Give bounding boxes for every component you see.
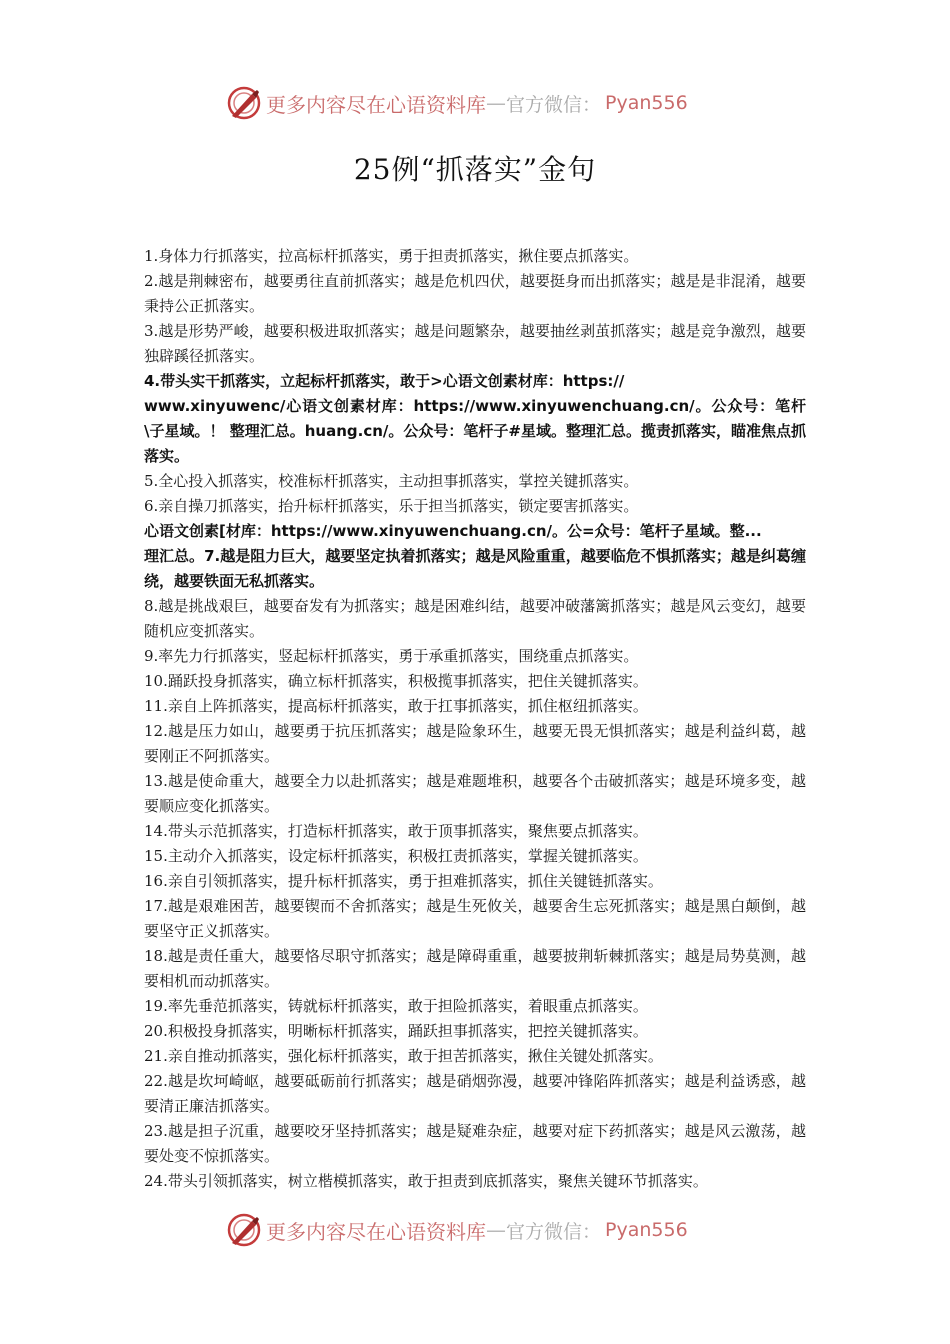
paragraph-21: 21.亲自推动抓落实，强化标杆抓落实，敢于担苦抓落实，揪住关键处抓落实。	[144, 1047, 663, 1065]
paragraph-18: 18.越是责任重大，越要恪尽职守抓落实；越是障碍重重，越要披荆斩棘抓落实；越是局势莫测，越要相机而动抓落实。	[144, 947, 806, 990]
paragraph-15: 15.主动介入抓落实，设定标杆抓落实，积极扛责抓落实，掌握关键抓落实。	[144, 847, 648, 865]
paragraph-22: 22.越是坎坷崎岖，越要砥砺前行抓落实；越是硝烟弥漫，越要冲锋陷阵抓落实；越是利益诱惑，越要清正廉洁抓落实。	[144, 1072, 806, 1115]
paragraph-7-inserted-ad	[144, 519, 806, 594]
paragraph-13: 13.越是使命重大，越要全力以赴抓落实；越是难题堆积，越要各个击破抓落实；越是环境多变，越要顺应变化抓落实。	[144, 772, 806, 815]
paragraph-17: 17.越是艰难困苦，越要锲而不舍抓落实；越是生死攸关，越要舍生忘死抓落实；越是黑白颠倒，越要坚守正义抓落实。	[144, 897, 806, 940]
paragraph-11: 11.亲自上阵抓落实，提高标杆抓落实，敢于扛事抓落实，抓住枢纽抓落实。	[144, 697, 648, 715]
banner-wechat-id: Pyan556	[605, 92, 688, 114]
banner-wechat-id: Pyan556	[605, 1219, 688, 1241]
paragraph-16: 16.亲自引领抓落实，提升标杆抓落实，勇于担难抓落实，抓住关键链抓落实。	[144, 872, 663, 890]
paragraph-8: 8.越是挑战艰巨，越要奋发有为抓落实；越是困难纠结，越要冲破藩篱抓落实；越是风云变幻，越要随机应变抓落实。	[144, 597, 806, 640]
header-banner	[226, 83, 688, 123]
banner-text: 更多内容尽在心语资料库	[266, 92, 486, 117]
pen-logo-icon	[226, 85, 262, 121]
paragraph-3: 3.越是形势严峻，越要积极进取抓落实；越是问题繁杂，越要抽丝剥茧抓落实；越是竞争激烈，越要独辟蹊径抓落实。	[144, 322, 806, 365]
banner-text: 更多内容尽在心语资料库	[266, 1219, 486, 1244]
banner-separator: —	[486, 1218, 506, 1242]
paragraph-19: 19.率先垂范抓落实，铸就标杆抓落实，敢于担险抓落实，着眼重点抓落实。	[144, 997, 648, 1015]
paragraph-7-line-1: 心语文创素[材库：https://www.xinyuwenchuang.cn/。公=众号：笔杆子星域。整...	[144, 522, 762, 540]
footer-banner	[226, 1210, 688, 1250]
paragraph-10: 10.踊跃投身抓落实，确立标杆抓落实，积极揽事抓落实，把住关键抓落实。	[144, 672, 648, 690]
paragraph-24: 24.带头引领抓落实，树立楷模抓落实，敢于担责到底抓落实，聚焦关键环节抓落实。	[144, 1172, 708, 1190]
banner-wechat-label: 官方微信：	[506, 1220, 602, 1243]
document-body	[144, 244, 806, 1194]
banner-wechat-label: 官方微信：	[506, 93, 602, 116]
pen-logo-icon	[226, 1212, 262, 1248]
paragraph-7-rest: 理汇总。7.越是阻力巨大，越要坚定执着抓落实；越是风险重重，越要临危不惧抓落实；越是纠葛缠绕，越要铁面无私抓落实。	[144, 547, 806, 590]
paragraph-6: 6.亲自操刀抓落实，抬升标杆抓落实，乐于担当抓落实，锁定要害抓落实。	[144, 497, 639, 515]
paragraph-12: 12.越是压力如山，越要勇于抗压抓落实；越是险象环生，越要无畏无惧抓落实；越是利益纠葛，越要刚正不阿抓落实。	[144, 722, 806, 765]
paragraph-1: 1.身体力行抓落实，拉高标杆抓落实，勇于担责抓落实，揪住要点抓落实。	[144, 247, 639, 265]
page-title: 25例“抓落实”金句	[353, 153, 597, 186]
paragraph-4-line-1: 4.带头实干抓落实，立起标杆抓落实，敢于>心语文创素材库：https://	[144, 372, 625, 390]
paragraph-20: 20.积极投身抓落实，明晰标杆抓落实，踊跃担事抓落实，把控关键抓落实。	[144, 1022, 648, 1040]
paragraph-9: 9.率先力行抓落实，竖起标杆抓落实，勇于承重抓落实，围绕重点抓落实。	[144, 647, 639, 665]
banner-separator: —	[486, 91, 506, 115]
paragraph-14: 14.带头示范抓落实，打造标杆抓落实，敢于顶事抓落实，聚焦要点抓落实。	[144, 822, 648, 840]
paragraph-2: 2.越是荆棘密布，越要勇往直前抓落实；越是危机四伏，越要挺身而出抓落实；越是是非混淆，越要秉持公正抓落实。	[144, 272, 806, 315]
paragraph-4-inserted-ad	[144, 369, 806, 469]
paragraph-23: 23.越是担子沉重，越要咬牙坚持抓落实；越是疑难杂症，越要对症下药抓落实；越是风云激荡，越要处变不惊抓落实。	[144, 1122, 806, 1165]
paragraph-5: 5.全心投入抓落实，校准标杆抓落实，主动担事抓落实，掌控关键抓落实。	[144, 472, 639, 490]
paragraph-4-rest: www.xinyuwenc/心语文创素材库：https://www.xinyuwenchuang.cn/。公众号：笔杆\子星域。！ 整理汇总。huang.cn/。公众号：笔杆子#星域。整理汇总。揽责抓落实，瞄准焦点抓落实。	[144, 397, 806, 465]
